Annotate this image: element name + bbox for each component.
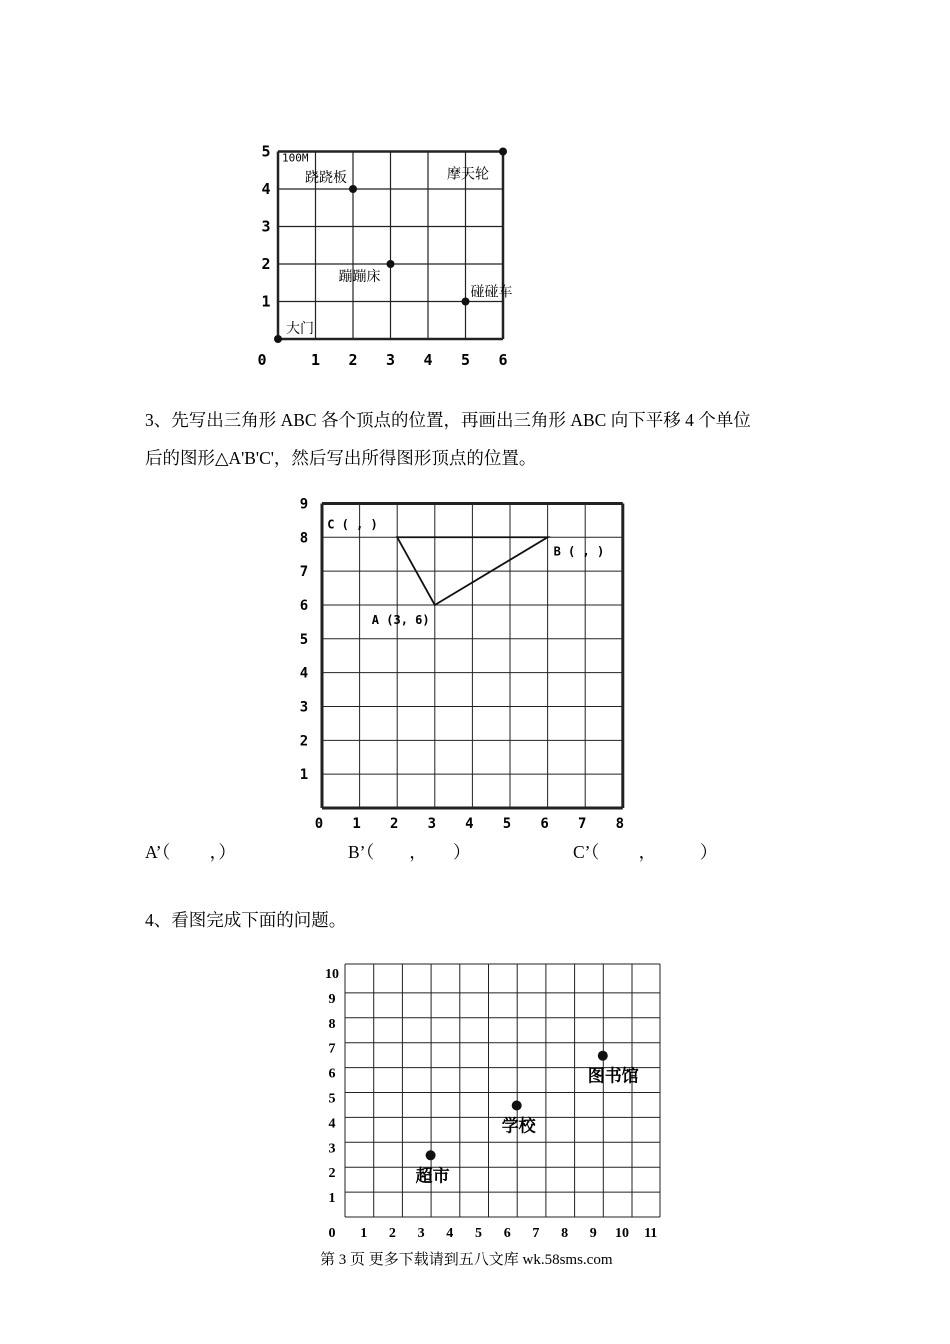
x-tick-label: 8 <box>615 816 625 832</box>
y-tick-label: 10 <box>325 967 339 982</box>
y-tick-label: 6 <box>299 597 309 614</box>
x-tick-label: 0 <box>328 1226 336 1241</box>
place-point <box>462 298 470 306</box>
place-label: 大门 <box>286 321 314 337</box>
y-tick-label: 3 <box>299 699 309 716</box>
answer-c-prime: C’（ ， ） <box>573 842 718 862</box>
x-tick-label: 7 <box>532 1226 540 1241</box>
y-tick-label: 8 <box>299 530 309 547</box>
place-point <box>426 1150 436 1160</box>
y-tick-label: 8 <box>328 1016 336 1032</box>
y-tick-label: 1 <box>328 1191 336 1207</box>
x-tick-label: 2 <box>388 1226 396 1241</box>
vertex-label: B ( , ) <box>553 544 605 559</box>
y-tick-label: 5 <box>261 142 271 161</box>
park-map-grid <box>245 140 535 380</box>
y-tick-label: 4 <box>328 1116 336 1132</box>
place-label: 超市 <box>415 1166 450 1187</box>
y-tick-label: 4 <box>261 180 271 198</box>
vertex-label: C ( , ) <box>327 517 378 532</box>
x-tick-label: 1 <box>360 1226 368 1241</box>
place-point <box>274 335 282 343</box>
place-label: 学校 <box>501 1116 536 1137</box>
question-3-line-1: 3、先写出三角形 ABC 各个顶点的位置，再画出三角形 ABC 向下平移 4 个单位 <box>145 410 751 430</box>
y-tick-label: 7 <box>328 1041 336 1057</box>
place-label: 碰碰车 <box>470 284 513 301</box>
place-point <box>598 1051 608 1061</box>
town-map-grid <box>315 960 685 1250</box>
x-tick-label: 4 <box>465 816 474 832</box>
place-label: 蹦蹦床 <box>338 269 381 285</box>
x-tick-label: 11 <box>644 1226 658 1241</box>
x-tick-label: 9 <box>589 1226 597 1241</box>
y-tick-label: 9 <box>328 991 336 1007</box>
x-tick-label: 5 <box>460 351 471 369</box>
y-tick-label: 5 <box>328 1091 336 1107</box>
x-tick-label: 6 <box>503 1226 511 1241</box>
x-tick-label: 3 <box>427 816 437 832</box>
x-tick-label: 3 <box>385 351 396 369</box>
page-footer: 第 3 页 更多下载请到五八文库 wk.58sms.com <box>320 1252 613 1268</box>
x-tick-label: 5 <box>475 1226 482 1241</box>
answer-b-prime: B’（ ， ） <box>348 842 471 862</box>
triangle-grid <box>290 488 640 838</box>
y-tick-label: 2 <box>299 733 309 750</box>
y-tick-label: 2 <box>261 255 271 273</box>
vertex-label: A (3, 6) <box>371 612 430 627</box>
y-tick-label: 3 <box>261 217 271 236</box>
x-tick-label: 3 <box>417 1226 425 1241</box>
unit-label: 100M <box>282 151 309 165</box>
place-point <box>387 260 395 268</box>
y-tick-label: 6 <box>328 1066 336 1082</box>
x-tick-label: 4 <box>446 1226 454 1241</box>
x-tick-label: 6 <box>498 351 508 369</box>
y-tick-label: 9 <box>299 496 309 513</box>
y-tick-label: 5 <box>299 631 309 648</box>
place-label: 图书馆 <box>587 1066 639 1087</box>
x-tick-label: 2 <box>348 351 358 369</box>
x-tick-label: 8 <box>561 1226 569 1241</box>
place-label: 跷跷板 <box>305 170 347 186</box>
x-tick-label: 5 <box>502 816 512 832</box>
x-tick-label: 7 <box>577 816 587 832</box>
y-tick-label: 1 <box>299 767 309 784</box>
x-tick-label: 0 <box>314 816 324 832</box>
y-tick-label: 7 <box>299 564 309 581</box>
place-label: 摩天轮 <box>447 166 489 183</box>
place-point <box>499 148 507 156</box>
question-3-line-2: 后的图形△A'B'C'，然后写出所得图形顶点的位置。 <box>145 448 537 468</box>
answer-a-prime: A’（ ，） <box>145 842 236 862</box>
place-point <box>349 185 357 193</box>
x-tick-label: 1 <box>310 351 321 369</box>
x-tick-label: 1 <box>352 816 361 832</box>
y-tick-label: 3 <box>328 1141 336 1157</box>
y-tick-label: 4 <box>299 665 309 682</box>
y-tick-label: 2 <box>328 1166 336 1182</box>
x-tick-label: 4 <box>423 351 433 369</box>
x-tick-label: 2 <box>389 816 399 832</box>
y-tick-label: 1 <box>261 292 271 311</box>
place-point <box>512 1101 522 1111</box>
x-tick-label: 6 <box>540 816 549 832</box>
x-tick-label: 0 <box>257 351 267 369</box>
question-4-text: 4、看图完成下面的问题。 <box>145 910 347 930</box>
x-tick-label: 10 <box>615 1226 629 1241</box>
